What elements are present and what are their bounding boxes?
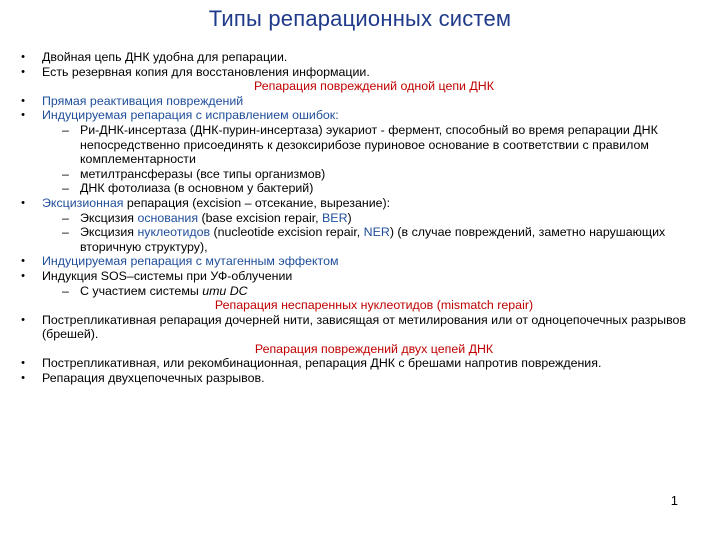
sub-item — [16, 181, 706, 196]
dash-icon: – — [62, 210, 69, 225]
bullet-icon: • — [21, 313, 25, 326]
sub-text: (base excision repair, — [198, 210, 323, 225]
page-number: 1 — [670, 493, 678, 508]
term-umu: umu DC — [202, 283, 248, 298]
sub-text: С участием системы — [80, 283, 203, 298]
sub-item — [16, 284, 706, 299]
bullet-icon: • — [21, 357, 25, 370]
section-heading: Репарация неспаренных нуклеотидов (mismatch repair) — [214, 298, 534, 313]
sub-item — [16, 123, 706, 167]
bullet-text: (excision – отсекание, вырезание): — [188, 195, 391, 210]
sub-text: ) (в случае повреждений, заметно нарушающих вторичную структуру), — [80, 225, 666, 254]
bullet-text: Репарация двухцепочечных разрывов. — [42, 371, 265, 386]
sub-text: Ри-ДНК-инсертаза (ДНК-пурин-инсертаза) эукариот - фермент, способный во время репарации ДНК непосредственно присоединять к дезоксирибозе пуриновое основание в соответствии с правилом комплементарности — [80, 122, 658, 167]
bullet-item — [16, 313, 706, 342]
bullet-icon: • — [21, 109, 25, 122]
bullet-icon: • — [21, 196, 25, 209]
sub-text: Эксцизия — [80, 225, 138, 240]
sub-item — [16, 225, 706, 254]
bullet-item — [16, 196, 706, 211]
term-ner: NER — [363, 225, 390, 240]
bullet-item — [16, 371, 706, 386]
bullet-text: Есть резервная копия для восстановления информации. — [42, 64, 370, 79]
slide-title: Типы репарационных систем — [208, 6, 512, 31]
bullet-item — [16, 108, 706, 123]
dash-icon: – — [62, 225, 69, 240]
bullet-item — [16, 254, 706, 269]
sub-text: ДНК фотолиаза (в основном у бактерий) — [80, 181, 314, 196]
dash-icon: – — [62, 166, 69, 181]
bullet-text: Пострепликативная, или рекомбинационная, репарация ДНК с брешами напротив повреждения. — [42, 356, 602, 371]
bullet-item — [16, 94, 706, 109]
bullet-icon: • — [21, 94, 25, 107]
bullet-icon: • — [21, 51, 25, 63]
bullet-text: Индуцируемая репарация с исправлением ошибок: — [42, 108, 339, 123]
dash-icon: – — [62, 181, 69, 196]
bullet-icon: • — [21, 65, 25, 78]
bullet-item — [16, 50, 706, 65]
bullet-text: Индуцируемая репарация с мутагенным эффектом — [42, 254, 339, 269]
dash-icon: – — [62, 122, 69, 137]
bullet-item — [16, 65, 706, 80]
bullet-text: Пострепликативная репарация дочерней нити, зависящая от метилирования или от одноцепочечных разрывов (брешей). — [42, 312, 687, 342]
sub-text: Эксцизия — [80, 210, 138, 225]
bullet-text: репарация — [123, 195, 189, 210]
sub-item — [16, 211, 706, 226]
term-excision: Эксцизионная — [42, 195, 124, 210]
bullet-icon: • — [21, 372, 25, 385]
term-ber: BER — [322, 210, 348, 225]
bullet-text: Индукция SOS–системы при УФ-облучении — [42, 268, 293, 283]
term-nucleotides: нуклеотидов — [137, 225, 211, 240]
bullet-text: Двойная цепь ДНК удобна для репарации. — [42, 50, 288, 64]
section-heading: Репарация повреждений одной цепи ДНК — [254, 79, 494, 94]
bullet-item — [16, 269, 706, 284]
sub-item — [16, 167, 706, 182]
section-heading: Репарация повреждений двух цепей ДНК — [254, 341, 494, 356]
bullet-icon: • — [21, 255, 25, 268]
sub-text: (nucleotide excision repair, — [210, 225, 364, 240]
sub-text: ) — [347, 210, 352, 225]
term-base: основания — [137, 210, 199, 225]
dash-icon: – — [62, 283, 69, 298]
sub-text: метилтрансферазы (все типы организмов) — [80, 166, 326, 181]
bullet-text: Прямая реактивация повреждений — [42, 93, 244, 108]
slide-content — [16, 50, 706, 386]
bullet-icon: • — [21, 269, 25, 282]
bullet-item — [16, 356, 706, 371]
